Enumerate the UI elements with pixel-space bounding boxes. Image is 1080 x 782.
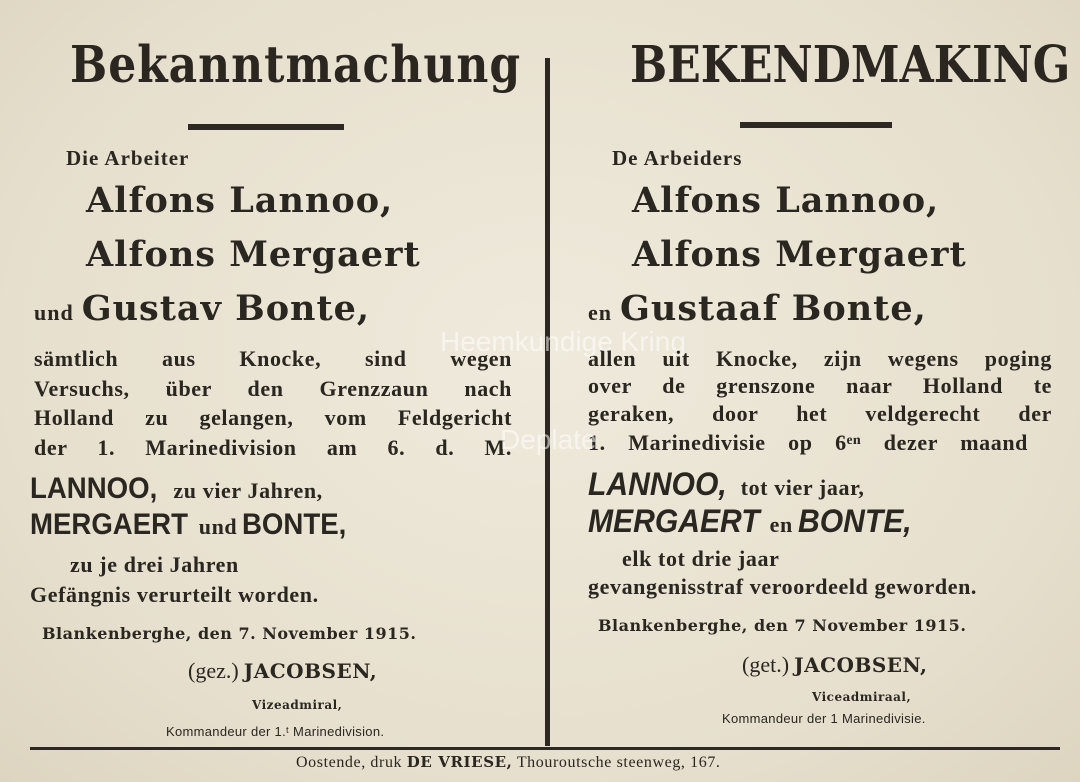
- dutch-title: BEKENDMAKING: [630, 36, 1071, 95]
- dutch-sentence-4: gevangenisstraf veroordeeld geworden.: [588, 574, 978, 599]
- dutch-title-underline: [740, 122, 892, 128]
- german-name-2: Alfons Mergaert: [86, 234, 421, 275]
- german-sentence-2-name-1: MERGAERT: [30, 508, 188, 541]
- german-title-underline: [188, 124, 344, 130]
- dutch-name-2: Alfons Mergaert: [632, 234, 967, 275]
- dutch-conj: en: [588, 300, 612, 325]
- dutch-rank: Viceadmiraal,: [812, 690, 912, 704]
- dutch-body-line-3: geraken, door het veldgerecht der: [588, 401, 1052, 426]
- imprint-prefix: Oostende, druk: [296, 754, 403, 771]
- german-body-line-4: der 1. Marinedivision am 6. d. M.: [34, 435, 512, 460]
- german-sentence-2-conj: und: [198, 514, 238, 539]
- german-command: Kommandeur der 1.ᵗ Marinedivision.: [166, 724, 385, 739]
- german-body-line-3: Holland zu gelangen, vom Feldgericht: [34, 405, 512, 430]
- german-conj: und: [34, 300, 74, 325]
- german-signature: [188, 658, 377, 684]
- german-name-3-line: [34, 288, 370, 329]
- german-sentence-1: [30, 472, 323, 506]
- dutch-sentence-1-name: LANNOO,: [588, 466, 727, 502]
- german-rank: Vizeadmiral,: [252, 698, 343, 712]
- german-sentence-1-term: zu vier Jahren,: [173, 478, 323, 503]
- dutch-sentence-2-name-1: MERGAERT: [588, 503, 760, 539]
- german-name-3: Gustav Bonte,: [81, 288, 371, 329]
- printer-imprint: [296, 753, 721, 772]
- dutch-sentence-1: [588, 466, 865, 503]
- dutch-sentence-2-name-2: BONTE,: [797, 503, 912, 539]
- german-sentence-4: Gefängnis verurteilt worden.: [30, 582, 319, 607]
- dutch-name-1: Alfons Lannoo,: [632, 180, 940, 221]
- dutch-sentence-1-term: tot vier jaar,: [740, 475, 865, 500]
- german-sentence-2-name-2: BONTE,: [242, 508, 347, 541]
- dutch-sentence-2: [588, 503, 919, 540]
- german-title: Bekanntmachung: [70, 36, 522, 95]
- dutch-signature: [742, 652, 928, 678]
- dutch-sig-name: JACOBSEN,: [794, 653, 928, 677]
- watermark-line-1: Heemkundige Kring: [440, 326, 686, 357]
- dutch-name-3-line: [588, 288, 927, 329]
- dutch-body-line-1: allen uit Knocke, zijn wegens poging: [588, 346, 1052, 371]
- german-body-line-1: sämtlich aus Knocke, sind wegen: [34, 346, 512, 371]
- dutch-sentence-2-conj: en: [769, 512, 793, 537]
- dutch-body-line-4: 1. Marinedivisie op 6ᵉⁿ dezer maand: [588, 430, 1028, 455]
- dutch-sentence-3: elk tot drie jaar: [622, 546, 780, 571]
- footer-rule: [30, 747, 1060, 750]
- dutch-intro: De Arbeiders: [612, 146, 743, 170]
- german-name-1: Alfons Lannoo,: [86, 180, 394, 221]
- german-body-line-2: Versuchs, über den Grenzzaun nach: [34, 376, 512, 401]
- dutch-name-3: Gustaaf Bonte,: [620, 288, 927, 329]
- german-sentence-1-name: LANNOO,: [30, 472, 158, 505]
- dutch-sig-prefix: (get.): [742, 652, 790, 677]
- german-sig-prefix: (gez.): [188, 658, 239, 683]
- german-intro: Die Arbeiter: [66, 146, 190, 170]
- german-sentence-2: [30, 508, 356, 542]
- dutch-body-line-2: over de grenszone naar Holland te: [588, 373, 1052, 398]
- imprint-printer: DE VRIESE,: [406, 753, 513, 771]
- column-divider: [545, 58, 550, 746]
- german-date: Blankenberghe, den 7. November 1915.: [42, 624, 417, 643]
- german-sentence-3: zu je drei Jahren: [70, 552, 239, 577]
- german-sig-name: JACOBSEN,: [243, 659, 378, 683]
- watermark-line-2: Deplate: [500, 424, 597, 455]
- dutch-command: Kommandeur der 1 Marinedivisie.: [722, 711, 926, 726]
- dutch-date: Blankenberghe, den 7 November 1915.: [598, 616, 967, 635]
- imprint-address: Thouroutsche steenweg, 167.: [516, 754, 721, 771]
